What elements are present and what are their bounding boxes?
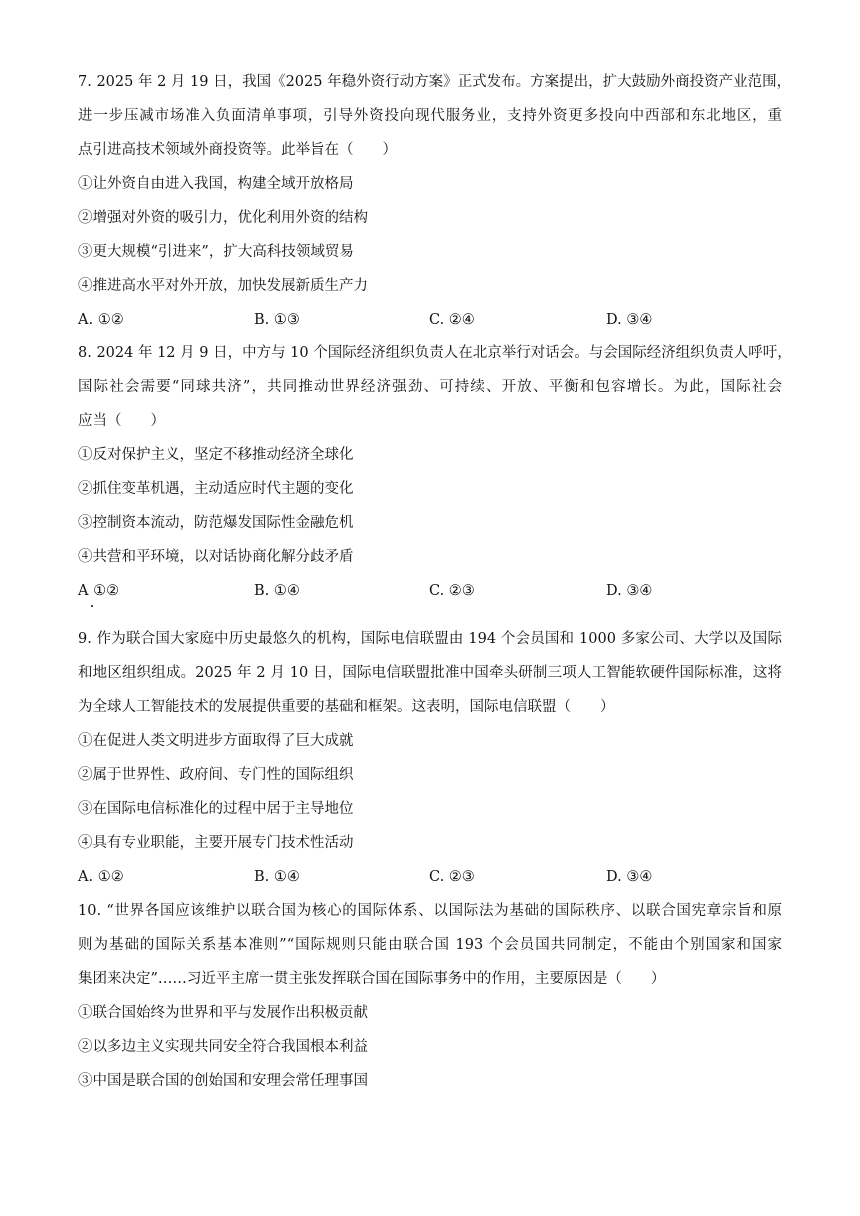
q7-stem-line-1: 7. 2025 年 2 月 19 日，我国《2025 年稳外资行动方案》正式发布。方案提出，扩大鼓励外商投资产业范围， xyxy=(78,74,792,90)
q7-stem-line-2: 进一步压减市场准入负面清单事项，引导外资投向现代服务业，支持外资更多投向中西部和东北地区，重 xyxy=(78,108,782,124)
q8-item-2: ②抓住变革机遇，主动适应时代主题的变化 xyxy=(78,481,354,497)
q10-item-3: ③中国是联合国的创始国和安理会常任理事国 xyxy=(78,1073,368,1089)
q7-item-1: ①让外资自由进入我国，构建全域开放格局 xyxy=(78,176,354,192)
q8-item-1: ①反对保护主义，坚定不移推动经济全球化 xyxy=(78,447,354,463)
q9-stem-line-3: 为全球人工智能技术的发展提供重要的基础和框架。这表明，国际电信联盟（ ） xyxy=(78,699,615,715)
q7-item-3: ③更大规模“引进来”，扩大高科技领域贸易 xyxy=(78,244,354,260)
q8-option-d[interactable]: D. ③④ xyxy=(606,583,653,599)
q8-item-3: ③控制资本流动，防范爆发国际性金融危机 xyxy=(78,515,354,531)
q8-option-a[interactable]: A ①② xyxy=(78,583,120,599)
q9-item-4: ④具有专业职能，主要开展专门技术性活动 xyxy=(78,835,354,851)
q7-stem-line-3: 点引进高技术领域外商投资等。此举旨在（ ） xyxy=(78,142,397,158)
q7-option-c[interactable]: C. ②④ xyxy=(429,312,475,328)
q7-item-2: ②增强对外资的吸引力，优化利用外资的结构 xyxy=(78,210,368,226)
q9-option-b[interactable]: B. ①④ xyxy=(254,869,300,885)
q9-option-a[interactable]: A. ①② xyxy=(78,869,124,885)
q9-item-2: ②属于世界性、政府间、专门性的国际组织 xyxy=(78,767,354,783)
q10-item-1: ①联合国始终为世界和平与发展作出积极贡献 xyxy=(78,1005,368,1021)
q9-item-3: ③在国际电信标准化的过程中居于主导地位 xyxy=(78,801,354,817)
q8-options xyxy=(78,581,782,601)
q9-stem-line-1: 9. 作为联合国大家庭中历史最悠久的机构，国际电信联盟由 194 个会员国和 1000 多家公司、大学以及国际 xyxy=(78,631,782,647)
q9-item-1: ①在促进人类文明进步方面取得了巨大成就 xyxy=(78,733,354,749)
q8-stem-line-1: 8. 2024 年 12 月 9 日，中方与 10 个国际经济组织负责人在北京举行对话会。与会国际经济组织负责人呼吁， xyxy=(78,345,792,361)
q7-options xyxy=(78,310,782,330)
q8-option-c[interactable]: C. ②③ xyxy=(429,583,475,599)
q7-option-b[interactable]: B. ①③ xyxy=(254,312,300,328)
q8-option-b[interactable]: B. ①④ xyxy=(254,583,300,599)
q9-options xyxy=(78,867,782,887)
q9-stem-line-2: 和地区组织组成。2025 年 2 月 10 日，国际电信联盟批准中国牵头研制三项人工智能软硬件国际标准，这将 xyxy=(78,665,782,681)
q9-option-d[interactable]: D. ③④ xyxy=(606,869,653,885)
q10-stem-line-3: 集团来决定”……习近平主席一贯主张发挥联合国在国际事务中的作用，主要原因是（ ） xyxy=(78,971,666,987)
q7-option-a[interactable]: A. ①② xyxy=(78,312,124,328)
q7-item-4: ④推进高水平对外开放，加快发展新质生产力 xyxy=(78,278,368,294)
q10-stem-line-1: 10. “世界各国应该维护以联合国为核心的国际体系、以国际法为基础的国际秩序、以联合国宪章宗旨和原 xyxy=(78,903,782,919)
q9-option-c[interactable]: C. ②③ xyxy=(429,869,475,885)
q7-option-d[interactable]: D. ③④ xyxy=(606,312,653,328)
q10-item-2: ②以多边主义实现共同安全符合我国根本利益 xyxy=(78,1039,368,1055)
stray-dot-mark xyxy=(91,605,93,607)
q8-stem-line-3: 应当（ ） xyxy=(78,413,165,429)
q10-stem-line-2: 则为基础的国际关系基本准则”“国际规则只能由联合国 193 个会员国共同制定，不能由个别国家和国家 xyxy=(78,937,782,953)
q8-item-4: ④共营和平环境，以对话协商化解分歧矛盾 xyxy=(78,549,354,565)
q8-stem-line-2: 国际社会需要“同球共济”，共同推动世界经济强劲、可持续、开放、平衡和包容增长。为此，国际社会 xyxy=(78,379,782,395)
